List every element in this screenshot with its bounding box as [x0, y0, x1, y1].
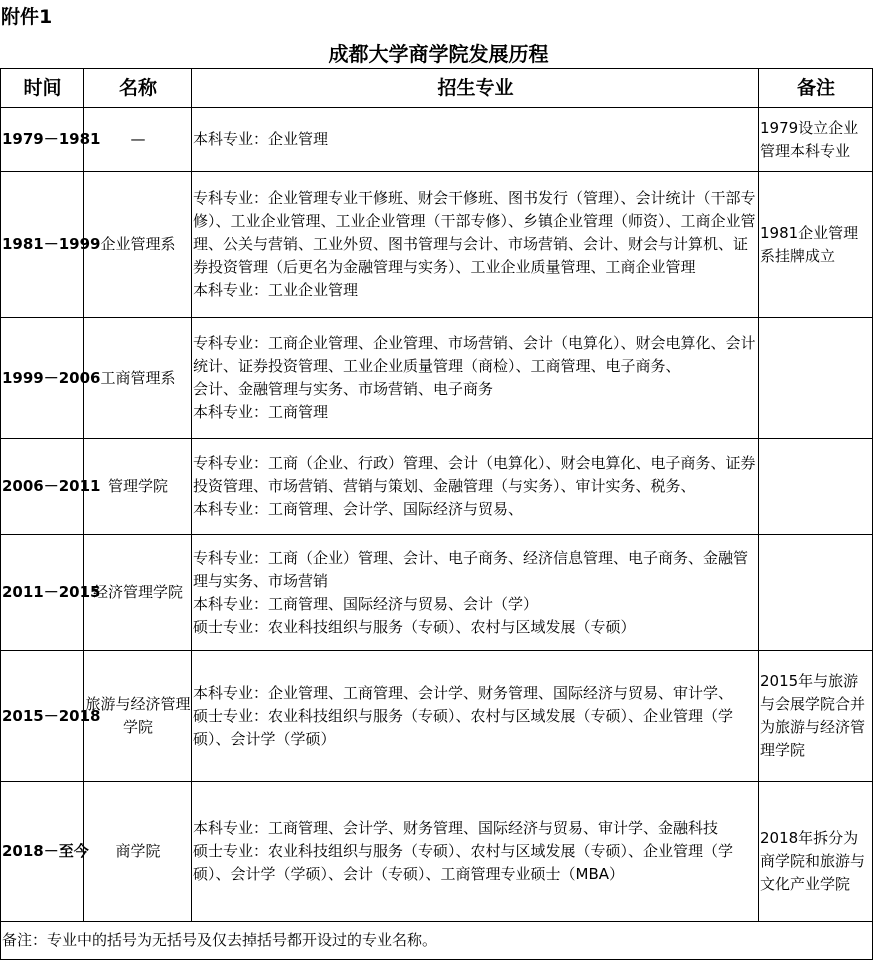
majors-cell: [192, 651, 759, 782]
period-cell: 1979－1981: [1, 108, 84, 172]
footnote-row: [1, 922, 873, 960]
majors-cell: [192, 108, 759, 172]
remark-cell: 1979设立企业管理本科专业: [759, 108, 873, 172]
majors-cell: [192, 439, 759, 535]
majors-line: 专科专业：企业管理专业干修班、财会干修班、图书发行（管理）、会计统计（干部专修）、工业企业管理、工业企业管理（干部专修）、乡镇企业管理（师资）、工商企业管理、公关与营销、工业外贸、图书管理与会计、市场营销、会计、财会与计算机、证券投资管理（后更名为金融管理与实务）、工业企业质量管理、工商企业管理: [193, 189, 756, 276]
period-cell: 2011－2015: [1, 535, 84, 651]
table-row: [1, 172, 873, 318]
page-title: 成都大学商学院发展历程: [328, 42, 549, 66]
remark-cell: [759, 535, 873, 651]
header-remark: 备注: [759, 69, 873, 108]
period-cell: 1999－2006: [1, 318, 84, 439]
name-cell: 旅游与经济管理学院: [84, 651, 192, 782]
majors-line: 硕士专业：农业科技组织与服务（专硕）、农村与区域发展（专硕）、企业管理（学硕）、会计学（学硕）: [193, 706, 734, 748]
name-cell: —: [84, 108, 192, 172]
majors-line: 本科专业：工业企业管理: [193, 281, 359, 299]
majors-line: 本科专业：工商管理、会计学、国际经济与贸易、: [193, 500, 524, 518]
header-period: 时间: [1, 69, 84, 108]
majors-line: 本科专业：企业管理: [193, 130, 329, 148]
name-cell: 工商管理系: [84, 318, 192, 439]
majors-line: 专科专业：工商企业管理、企业管理、市场营销、会计（电算化）、财会电算化、会计统计、证券投资管理、工业企业质量管理（商检）、工商管理、电子商务、: [193, 334, 756, 375]
header-row: [1, 69, 873, 108]
name-cell: 商学院: [84, 782, 192, 922]
majors-line: 本科专业：工商管理、会计学、财务管理、国际经济与贸易、审计学、金融科技: [193, 819, 719, 837]
majors-line: 硕士专业：农业科技组织与服务（专硕）、农村与区域发展（专硕）: [193, 617, 636, 636]
table-row: [1, 651, 873, 782]
name-cell: 企业管理系: [84, 172, 192, 318]
remark-cell: 1981企业管理系挂牌成立: [759, 172, 873, 318]
remark-cell: [759, 318, 873, 439]
majors-line: 专科专业：工商（企业、行政）管理、会计（电算化）、财会电算化、电子商务、证券投资管理、市场营销、营销与策划、金融管理（与实务）、审计实务、税务、: [193, 454, 756, 495]
footnote: 备注：专业中的括号为无括号及仅去掉括号都开设过的专业名称。: [1, 922, 873, 960]
majors-line: 专科专业：工商（企业）管理、会计、电子商务、经济信息管理、电子商务、金融管理与实务、市场营销: [193, 548, 749, 590]
history-table: [0, 68, 873, 960]
header-name: 名称: [84, 69, 192, 108]
header-majors: 招生专业: [192, 69, 759, 108]
table-row: [1, 782, 873, 922]
attachment-label: 附件1: [1, 6, 53, 28]
period-cell: 2018－至今: [1, 782, 84, 922]
remark-cell: 2015年与旅游与会展学院合并为旅游与经济管理学院: [759, 651, 873, 782]
table-row: [1, 108, 873, 172]
period-cell: 1981－1999: [1, 172, 84, 318]
period-cell: 2015－2018: [1, 651, 84, 782]
majors-line: 会计、金融管理与实务、市场营销、电子商务: [193, 380, 494, 398]
majors-cell: [192, 535, 759, 651]
name-cell: 管理学院: [84, 439, 192, 535]
table-row: [1, 318, 873, 439]
table-row: [1, 439, 873, 535]
majors-cell: [192, 782, 759, 922]
name-cell: 经济管理学院: [84, 535, 192, 651]
majors-line: 本科专业：工商管理、国际经济与贸易、会计（学）: [193, 594, 539, 613]
table-row: [1, 535, 873, 651]
majors-line: 本科专业：工商管理: [193, 403, 329, 421]
majors-cell: [192, 318, 759, 439]
majors-line: 本科专业：企业管理、工商管理、会计学、财务管理、国际经济与贸易、审计学、: [193, 683, 734, 702]
remark-cell: [759, 439, 873, 535]
remark-cell: 2018年拆分为商学院和旅游与文化产业学院: [759, 782, 873, 922]
period-cell: 2006－2011: [1, 439, 84, 535]
majors-cell: [192, 172, 759, 318]
majors-line: 硕士专业：农业科技组织与服务（专硕）、农村与区域发展（专硕）、企业管理（学硕）、会计学（学硕）、会计（专硕）、工商管理专业硕士（MBA）: [193, 842, 734, 883]
